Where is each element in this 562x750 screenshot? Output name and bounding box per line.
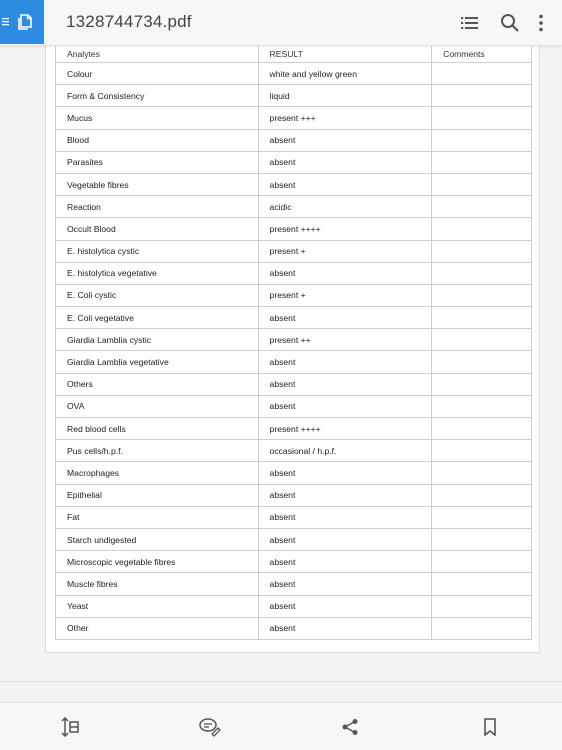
table-row: [56, 63, 532, 85]
result-cell: absent: [258, 595, 432, 617]
result-cell: absent: [258, 484, 432, 506]
analyte-cell: Giardia Lamblia vegetative: [56, 351, 259, 373]
analyte-cell: Microscopic vegetable fibres: [56, 551, 259, 573]
hamburger-icon: [2, 18, 10, 26]
result-cell: absent: [258, 151, 432, 173]
analyte-cell: Macrophages: [56, 462, 259, 484]
share-icon: [341, 718, 359, 736]
comment-cell: [432, 173, 532, 195]
result-cell: present ++++: [258, 418, 432, 440]
table-row: [56, 506, 532, 528]
table-row: [56, 107, 532, 129]
result-cell: absent: [258, 307, 432, 329]
table-row: [56, 240, 532, 262]
table-row: [56, 573, 532, 595]
comment-cell: [432, 107, 532, 129]
comment-cell: [432, 418, 532, 440]
table-row: [56, 484, 532, 506]
comment-cell: [432, 595, 532, 617]
table-row: [56, 218, 532, 240]
result-cell: acidic: [258, 196, 432, 218]
analyte-cell: Vegetable fibres: [56, 173, 259, 195]
result-cell: liquid: [258, 85, 432, 107]
analyte-cell: Starch undigested: [56, 528, 259, 550]
comment-cell: [432, 506, 532, 528]
result-cell: absent: [258, 129, 432, 151]
column-header-analytes: Analytes: [56, 43, 259, 63]
analyte-cell: Blood: [56, 129, 259, 151]
result-cell: absent: [258, 395, 432, 417]
comment-cell: [432, 395, 532, 417]
result-cell: absent: [258, 351, 432, 373]
result-cell: absent: [258, 462, 432, 484]
pdf-page: [45, 46, 540, 653]
table-row: [56, 284, 532, 306]
table-row: [56, 462, 532, 484]
comment-cell: [432, 573, 532, 595]
result-cell: present ++: [258, 329, 432, 351]
analyte-cell: Yeast: [56, 595, 259, 617]
analyte-cell: Giardia Lamblia cystic: [56, 329, 259, 351]
analyte-cell: E. Coli vegetative: [56, 307, 259, 329]
table-row: [56, 85, 532, 107]
table-row: [56, 595, 532, 617]
comment-edit-icon: [199, 717, 221, 737]
analyte-cell: E. Coli cystic: [56, 284, 259, 306]
table-row: [56, 373, 532, 395]
table-row: [56, 262, 532, 284]
comment-cell: [432, 240, 532, 262]
comment-cell: [432, 551, 532, 573]
table-row: [56, 418, 532, 440]
bottom-toolbar: [0, 702, 562, 750]
search-icon: [500, 13, 520, 33]
top-app-bar: [0, 0, 562, 46]
list-icon: [461, 15, 479, 31]
document-viewport[interactable]: [0, 46, 562, 680]
comment-cell: [432, 351, 532, 373]
fit-page-icon: [60, 717, 80, 737]
results-table: [55, 42, 532, 640]
divider: [0, 681, 562, 682]
document-title: 1328744734.pdf: [66, 12, 192, 31]
analyte-cell: Muscle fibres: [56, 573, 259, 595]
column-header-comments: Comments: [432, 43, 532, 63]
outline-button[interactable]: [450, 11, 490, 35]
result-cell: present +: [258, 240, 432, 262]
result-cell: present +++: [258, 107, 432, 129]
comment-cell: [432, 462, 532, 484]
analyte-cell: Occult Blood: [56, 218, 259, 240]
more-options-button[interactable]: [530, 11, 552, 35]
share-button[interactable]: [338, 715, 362, 739]
result-cell: absent: [258, 173, 432, 195]
analyte-cell: E. histolytica cystic: [56, 240, 259, 262]
bookmark-button[interactable]: [478, 715, 502, 739]
table-row: [56, 196, 532, 218]
document-copy-icon: [16, 13, 34, 31]
analyte-cell: E. histolytica vegetative: [56, 262, 259, 284]
analyte-cell: Red blood cells: [56, 418, 259, 440]
comment-cell: [432, 440, 532, 462]
app-menu-button[interactable]: [0, 0, 44, 44]
result-cell: absent: [258, 528, 432, 550]
comment-cell: [432, 617, 532, 639]
analyte-cell: Form & Consistency: [56, 85, 259, 107]
table-row: [56, 129, 532, 151]
result-cell: white and yellow green: [258, 63, 432, 85]
comment-cell: [432, 484, 532, 506]
bookmark-icon: [483, 718, 497, 736]
comment-cell: [432, 63, 532, 85]
comment-cell: [432, 528, 532, 550]
comment-cell: [432, 196, 532, 218]
table-row: [56, 151, 532, 173]
table-row: [56, 173, 532, 195]
column-header-result: RESULT: [258, 43, 432, 63]
comment-cell: [432, 218, 532, 240]
analyte-cell: Fat: [56, 506, 259, 528]
comment-cell: [432, 329, 532, 351]
table-row: [56, 351, 532, 373]
result-cell: occasional / h.p.f.: [258, 440, 432, 462]
analyte-cell: Reaction: [56, 196, 259, 218]
analyte-cell: Parasites: [56, 151, 259, 173]
table-row: [56, 551, 532, 573]
search-button[interactable]: [490, 11, 530, 35]
comment-cell: [432, 262, 532, 284]
analyte-cell: OVA: [56, 395, 259, 417]
comment-cell: [432, 129, 532, 151]
result-cell: absent: [258, 373, 432, 395]
analyte-cell: Other: [56, 617, 259, 639]
table-row: [56, 440, 532, 462]
table-row: [56, 307, 532, 329]
table-row: [56, 329, 532, 351]
comment-cell: [432, 284, 532, 306]
result-cell: absent: [258, 617, 432, 639]
result-cell: present ++++: [258, 218, 432, 240]
comment-cell: [432, 373, 532, 395]
result-cell: present +: [258, 284, 432, 306]
comment-button[interactable]: [198, 715, 222, 739]
result-cell: absent: [258, 262, 432, 284]
comment-cell: [432, 307, 532, 329]
result-cell: absent: [258, 573, 432, 595]
comment-cell: [432, 151, 532, 173]
analyte-cell: Mucus: [56, 107, 259, 129]
result-cell: absent: [258, 506, 432, 528]
analyte-cell: Pus cells/h.p.f.: [56, 440, 259, 462]
result-cell: absent: [258, 551, 432, 573]
more-vertical-icon: [538, 14, 544, 32]
table-row: [56, 617, 532, 639]
comment-cell: [432, 85, 532, 107]
analyte-cell: Others: [56, 373, 259, 395]
fit-page-button[interactable]: [58, 715, 82, 739]
analyte-cell: Colour: [56, 63, 259, 85]
table-row: [56, 395, 532, 417]
analyte-cell: Epithelial: [56, 484, 259, 506]
table-row: [56, 528, 532, 550]
